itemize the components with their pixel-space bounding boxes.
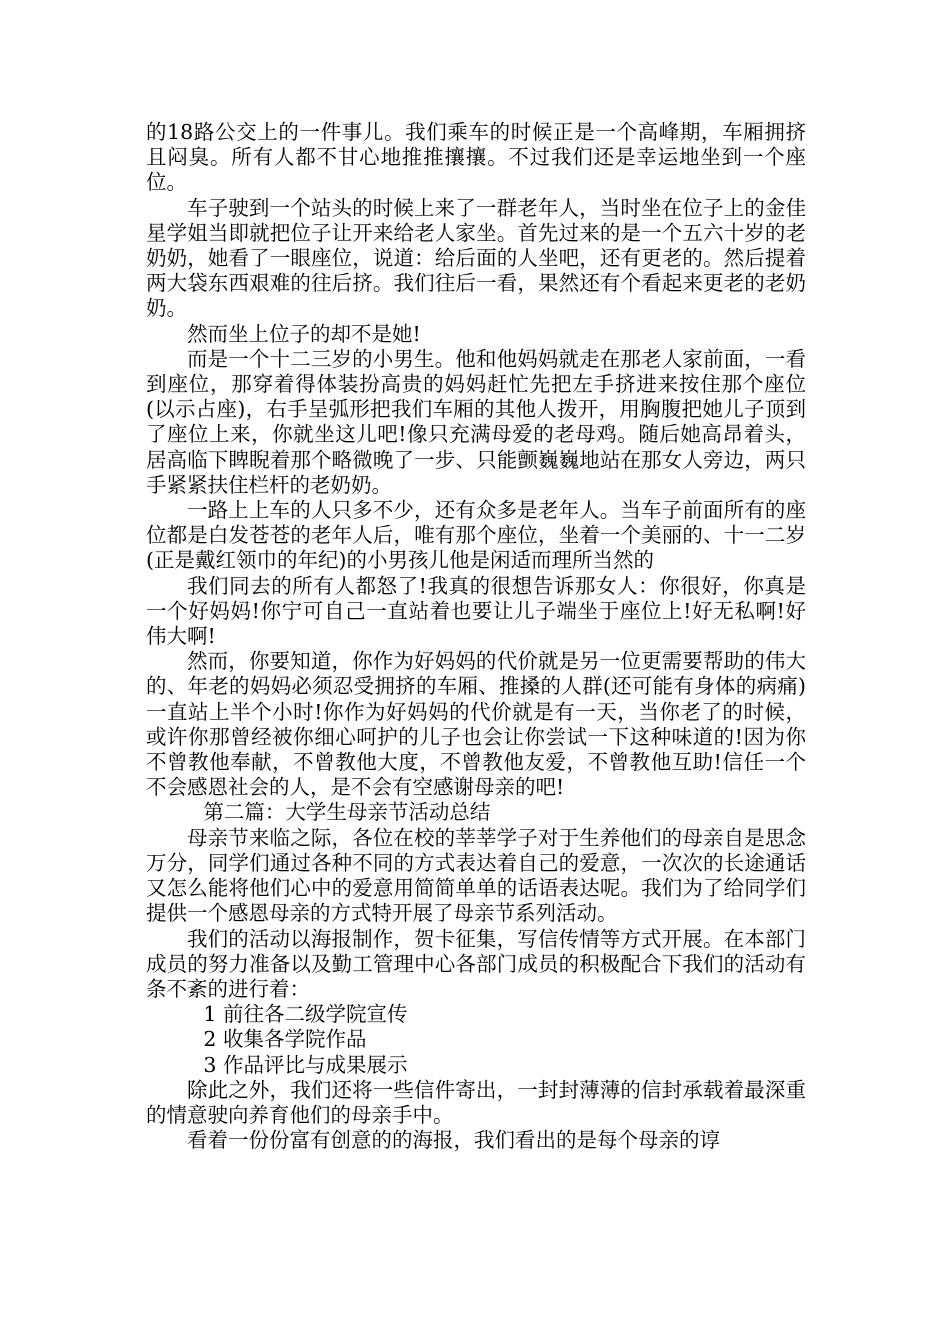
paragraph-2: 车子驶到一个站头的时候上来了一群老年人，当时坐在位子上的金佳星学姐当即就把位子让开来给老人家坐。首先过来的是一个五六十岁的老奶奶，她看了一眼座位，说道：给后面的人坐吧，还有更老的。然后提着两大袋东西艰难的往后挤。我们往后一看，果然还有个看起来更老的老奶奶。	[146, 195, 806, 321]
list-item: 3 作品评比与成果展示	[203, 1052, 408, 1077]
paragraph-5: 一路上上车的人只多不少，还有众多是老年人。当车子前面所有的座位都是白发苍苍的老年人后，唯有那个座位，坐着一个美丽的、十一二岁(正是戴红领巾的年纪)的小男孩儿他是闲适而理所当然的	[146, 498, 806, 573]
paragraph-4: 而是一个十二三岁的小男生。他和他妈妈就走在那老人家前面，一看到座位，那穿着得体装扮高贵的妈妈赶忙先把左手挤进来按住那个座位(以示占座)，右手呈弧形把我们车厢的其他人拨开，用胸腹把她儿子顶到了座位上来，你就坐这儿吧!像只充满母爱的老母鸡。随后她高昂着头，居高临下睥睨着那个略微晚了一步、只能颤巍巍地站在那女人旁边，两只手紧紧扶住栏杆的老奶奶。	[146, 346, 806, 497]
paragraph-10: 除此之外，我们还将一些信件寄出，一封封薄薄的信封承载着最深重的情意驶向养育他们的母亲手中。	[146, 1077, 806, 1127]
list-item: 1 前往各二级学院宣传	[203, 1002, 408, 1027]
section-heading: 第二篇：大学生母亲节活动总结	[203, 800, 491, 825]
paragraph-11: 看着一份份富有创意的的海报，我们看出的是每个母亲的谆	[187, 1128, 720, 1153]
paragraph-7: 然而，你要知道，你作为好妈妈的代价就是另一位更需要帮助的伟大的、年老的妈妈必须忍受拥挤的车厢、推搡的人群(还可能有身体的病痛)一直站上半个小时!你作为好妈妈的代价就是有一天，当你老了的时候，或许你那曾经被你细心呵护的儿子也会让你尝试一下这种味道的!因为你不曾教他奉献，不曾教他大度，不曾教他友爱，不曾教他互助!信任一个不会感恩社会的人，是不会有空感谢母亲的吧!	[146, 649, 806, 800]
paragraph-1: 的18路公交上的一件事儿。我们乘车的时候正是一个高峰期，车厢拥挤且闷臭。所有人都不甘心地推推攘攘。不过我们还是幸运地坐到一个座位。	[146, 120, 806, 195]
paragraph-3: 然而坐上位子的却不是她!	[187, 321, 421, 346]
paragraph-8: 母亲节来临之际，各位在校的莘莘学子对于生养他们的母亲自是思念万分，同学们通过各种不同的方式表达着自己的爱意，一次次的长途通话又怎么能将他们心中的爱意用简简单单的话语表达呢。我们为了给同学们提供一个感恩母亲的方式特开展了母亲节系列活动。	[146, 825, 806, 926]
document-page	[146, 120, 806, 1153]
paragraph-9: 我们的活动以海报制作，贺卡征集，写信传情等方式开展。在本部门成员的努力准备以及勤工管理中心各部门成员的积极配合下我们的活动有条不紊的进行着：	[146, 926, 806, 1001]
paragraph-6: 我们同去的所有人都怒了!我真的很想告诉那女人：你很好，你真是一个好妈妈!你宁可自己一直站着也要让儿子端坐于座位上!好无私啊!好伟大啊!	[146, 573, 806, 649]
list-item: 2 收集各学院作品	[203, 1027, 367, 1052]
